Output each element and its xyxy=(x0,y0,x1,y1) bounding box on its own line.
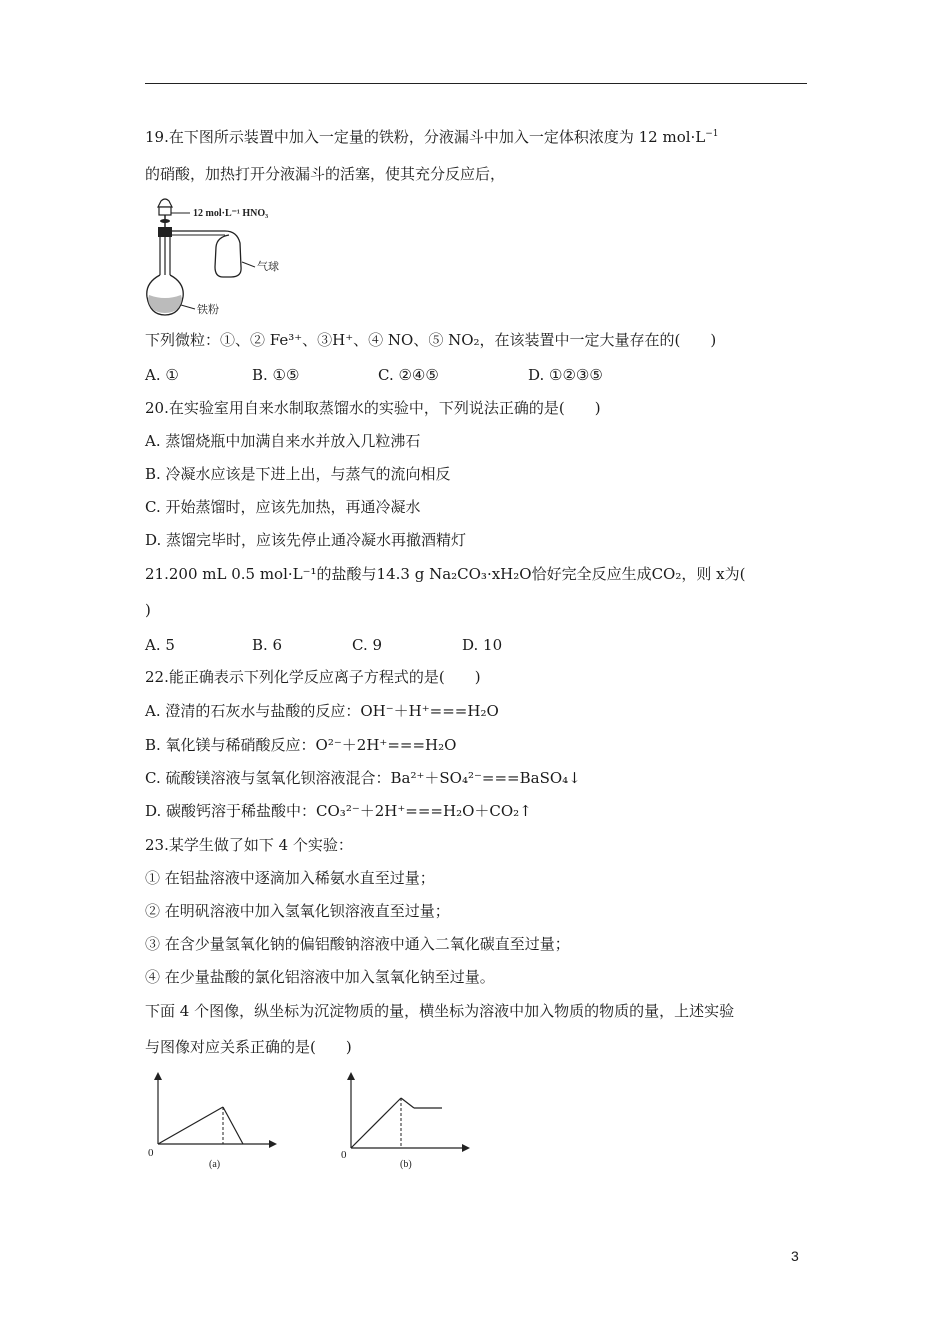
graph-b-drop xyxy=(401,1098,414,1108)
q21-option-a: A. 5 xyxy=(145,636,175,654)
iron-powder-label: 铁粉 xyxy=(197,304,219,316)
q19-stem-line1: 19.在下图所示装置中加入一定量的铁粉，分液漏斗中加入一定体积浓度为 12 $mol\cdot L^{-1}$ xyxy=(145,128,719,146)
q23-item-1: ① 在铝盐溶液中逐滴加入稀氨水直至过量； xyxy=(145,869,435,887)
graph-b xyxy=(338,1070,478,1175)
q23-item-2: ② 在明矾溶液中加入氢氧化钡溶液直至过量； xyxy=(145,902,450,920)
q19-stem-line2: 的硝酸，加热打开分液漏斗的活塞，使其充分反应后， xyxy=(145,165,506,183)
q21-stem-line1: 21.200 mL 0.5 mol·L⁻¹的盐酸与14.3 g Na₂CO₃·xH₂O恰好完全反应生成CO₂，则 x为( xyxy=(145,565,746,583)
graph-b-y-arrow xyxy=(347,1072,355,1080)
graph-a-svg xyxy=(145,1070,285,1175)
q22-option-b: B. 氧化镁与稀硝酸反应：O²⁻＋2H⁺===H₂O xyxy=(145,736,457,754)
graph-b-rise xyxy=(351,1098,401,1148)
graph-a-caption: (a) xyxy=(209,1159,221,1170)
acid-label: 12 mol·L⁻¹ HNO₃ xyxy=(193,208,269,219)
q23-item-3: ③ 在含少量氢氧化钠的偏铝酸钠溶液中通入二氧化碳直至过量； xyxy=(145,935,570,953)
q23-item-4: ④ 在少量盐酸的氯化铝溶液中加入氢氧化钠至过量。 xyxy=(145,968,495,986)
q20-option-b: B. 冷凝水应该是下进上出，与蒸气的流向相反 xyxy=(145,465,451,483)
graph-b-x-arrow xyxy=(462,1144,470,1152)
q19-option-d: D. ①②③⑤ xyxy=(528,366,603,384)
graph-a xyxy=(145,1070,285,1175)
q22-option-a: A. 澄清的石灰水与盐酸的反应：OH⁻＋H⁺===H₂O xyxy=(145,702,499,720)
q23-desc-line1: 下面 4 个图像，纵坐标为沉淀物质的量，横坐标为溶液中加入物质的物质的量，上述实验 xyxy=(145,1002,735,1020)
graph-a-fall xyxy=(223,1107,243,1144)
graph-b-origin: 0 xyxy=(341,1149,347,1161)
q20-option-a: A. 蒸馏烧瓶中加满自来水并放入几粒沸石 xyxy=(145,432,421,450)
q19-stem-line3: 下列微粒：①、② Fe³⁺、③H⁺、④ NO、⑤ NO₂，在该装置中一定大量存在的( ) xyxy=(145,331,717,349)
q20-stem: 20.在实验室用自来水制取蒸馏水的实验中，下列说法正确的是( ) xyxy=(145,399,601,417)
q21-option-d: D. 10 xyxy=(462,636,503,654)
q22-option-d: D. 碳酸钙溶于稀盐酸中：CO₃²⁻＋2H⁺===H₂O＋CO₂↑ xyxy=(145,802,532,820)
q20-option-d: D. 蒸馏完毕时，应该先停止通冷凝水再撤酒精灯 xyxy=(145,531,467,549)
graph-a-origin: 0 xyxy=(148,1147,154,1159)
apparatus-figure xyxy=(145,197,285,319)
graph-a-rise xyxy=(158,1107,223,1144)
q21-stem-line2: ) xyxy=(145,601,151,619)
page-number: 3 xyxy=(791,1248,799,1264)
q23-desc-line2: 与图像对应关系正确的是( ) xyxy=(145,1038,352,1056)
graph-b-caption: (b) xyxy=(400,1159,412,1170)
q19-option-a: A. ① xyxy=(145,366,179,384)
graph-a-y-arrow xyxy=(154,1072,162,1080)
q22-option-c: C. 硫酸镁溶液与氢氧化钡溶液混合：Ba²⁺＋SO₄²⁻===BaSO₄↓ xyxy=(145,769,581,787)
balloon-label: 气球 xyxy=(257,261,279,273)
graph-a-x-arrow xyxy=(269,1140,277,1148)
q20-option-c: C. 开始蒸馏时，应该先加热，再通冷凝水 xyxy=(145,498,421,516)
q21-option-b: B. 6 xyxy=(252,636,283,654)
q21-option-c: C. 9 xyxy=(352,636,383,654)
header-rule xyxy=(145,83,807,84)
apparatus-diagram xyxy=(145,197,285,319)
q19-option-c: C. ②④⑤ xyxy=(378,366,439,384)
graph-b-svg xyxy=(338,1070,478,1175)
q22-stem: 22.能正确表示下列化学反应离子方程式的是( ) xyxy=(145,668,481,686)
q23-stem: 23.某学生做了如下 4 个实验： xyxy=(145,836,353,854)
q19-option-b: B. ①⑤ xyxy=(252,366,300,384)
